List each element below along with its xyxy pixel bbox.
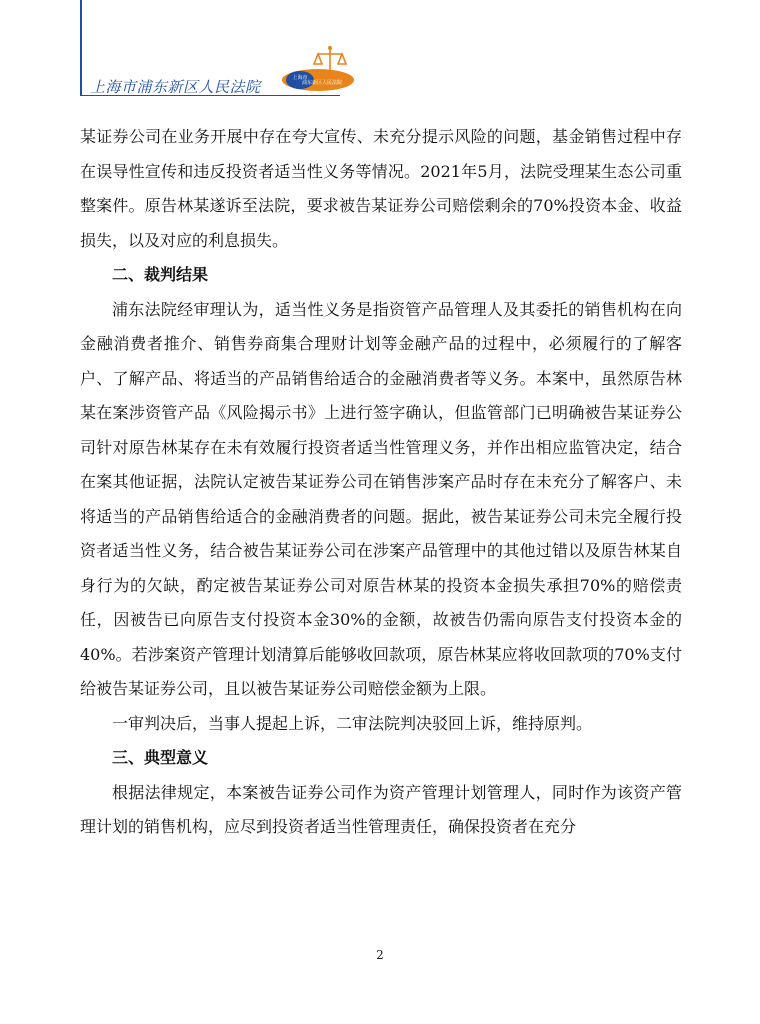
paragraph-continuation: 某证券公司在业务开展中存在夸大宣传、未充分提示风险的问题，基金销售过程中存在误导性宣传和违反投资者适当性义务等情况。2021年5月，法院受理某生态公司重整案件。原告林某遂诉至法院，要求被告某证券公司赔偿剩余的70%投资本金、收益损失，以及对应的利息损失。 bbox=[80, 127, 682, 250]
court-logo-icon bbox=[278, 44, 356, 96]
document-body bbox=[80, 120, 682, 845]
paragraph-judgment-reasoning: 浦东法院经审理认为，适当性义务是指资管产品管理人及其委托的销售机构在向金融消费者推介、销售券商集合理财计划等金融产品的过程中，必须履行的了解客户、了解产品、将适当的产品销售给适合的金融消费者等义务。本案中，虽然原告林某在案涉资管产品《风险揭示书》上进行签字确认，但监管部门已明确被告某证券公司针对原告林某存在未有效履行投资者适当性管理义务，并作出相应监管决定，结合在案其他证据，法院认定被告某证券公司在销售涉案产品时存在未充分了解客户、未将适当的产品销售给适合的金融消费者的问题。据此，被告某证券公司未完全履行投资者适当性义务，结合被告某证券公司在涉案产品管理中的其他过错以及原告林某自身行为的欠缺，酌定被告某证券公司对原告林某的投资本金损失承担70%的赔偿责任，因被告已向原告支付投资本金30%的金额，故被告仍需向原告支付投资本金的40%。若涉案资产管理计划清算后能够收回款项，原告林某应将收回款项的70%支付给被告某证券公司，且以被告某证券公司赔偿金额为上限。 bbox=[80, 299, 682, 698]
section-heading-judgment: 二、裁判结果 bbox=[112, 265, 209, 284]
logo-text-line2: 浦东新区人民法院 bbox=[301, 80, 343, 86]
court-name: 上海市浦东新区人民法院 bbox=[90, 78, 261, 96]
section-heading-significance: 三、典型意义 bbox=[112, 748, 209, 767]
page-number: 2 bbox=[376, 948, 384, 962]
header-vertical-rule bbox=[80, 0, 82, 95]
logo-text-line1: 上海市 bbox=[292, 75, 308, 81]
paragraph-significance: 根据法律规定，本案被告证券公司作为资产管理计划管理人，同时作为该资产管理计划的销售机构，应尽到投资者适当性管理责任，确保投资者在充分 bbox=[80, 782, 682, 836]
paragraph-appeal-result: 一审判决后，当事人提起上诉，二审法院判决驳回上诉，维持原判。 bbox=[112, 713, 593, 733]
